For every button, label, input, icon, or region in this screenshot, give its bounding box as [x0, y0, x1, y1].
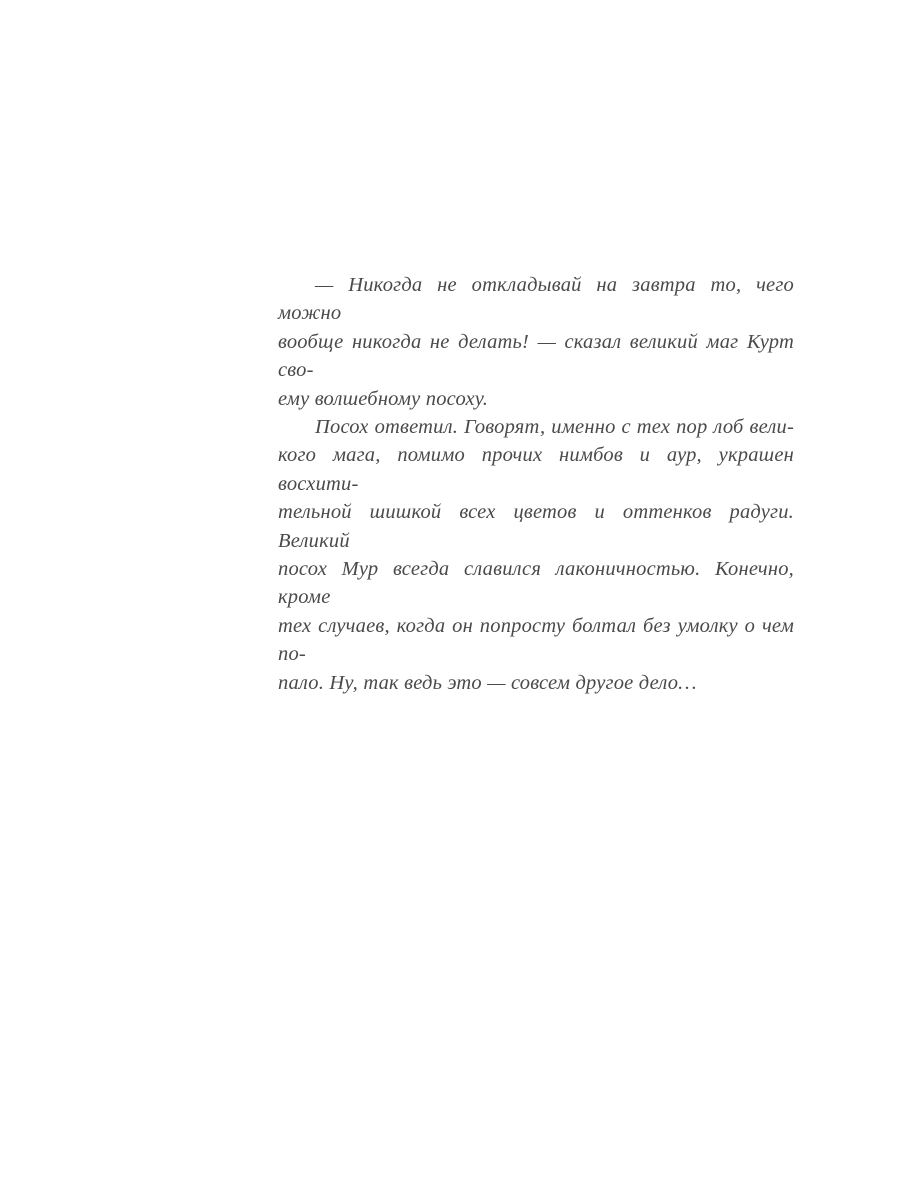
paragraph-1 [278, 271, 794, 413]
text-line: кого мага, помимо прочих нимбов и аур, украшен восхити- [278, 444, 794, 495]
text-line: — Никогда не откладывай на завтра то, чего можно [278, 274, 794, 325]
text-line: Посох ответил. Говорят, именно с тех пор лоб вели- [315, 416, 794, 439]
text-line: пало. Ну, так ведь это — совсем другое дело… [278, 671, 697, 694]
text-line: вообще никогда не делать! — сказал великий маг Курт сво- [278, 330, 794, 382]
text-line: тельной шишкой всех цветов и оттенков радуги. Великий [278, 501, 794, 552]
epigraph-text-block [278, 271, 794, 697]
text-line: тех случаев, когда он попросту болтал без умолку о чем по- [278, 614, 794, 666]
text-line: посох Мур всегда славился лаконичностью. Конечно, кроме [278, 558, 794, 609]
text-line: ему волшебному посоху. [278, 387, 489, 410]
paragraph-2 [278, 413, 794, 697]
